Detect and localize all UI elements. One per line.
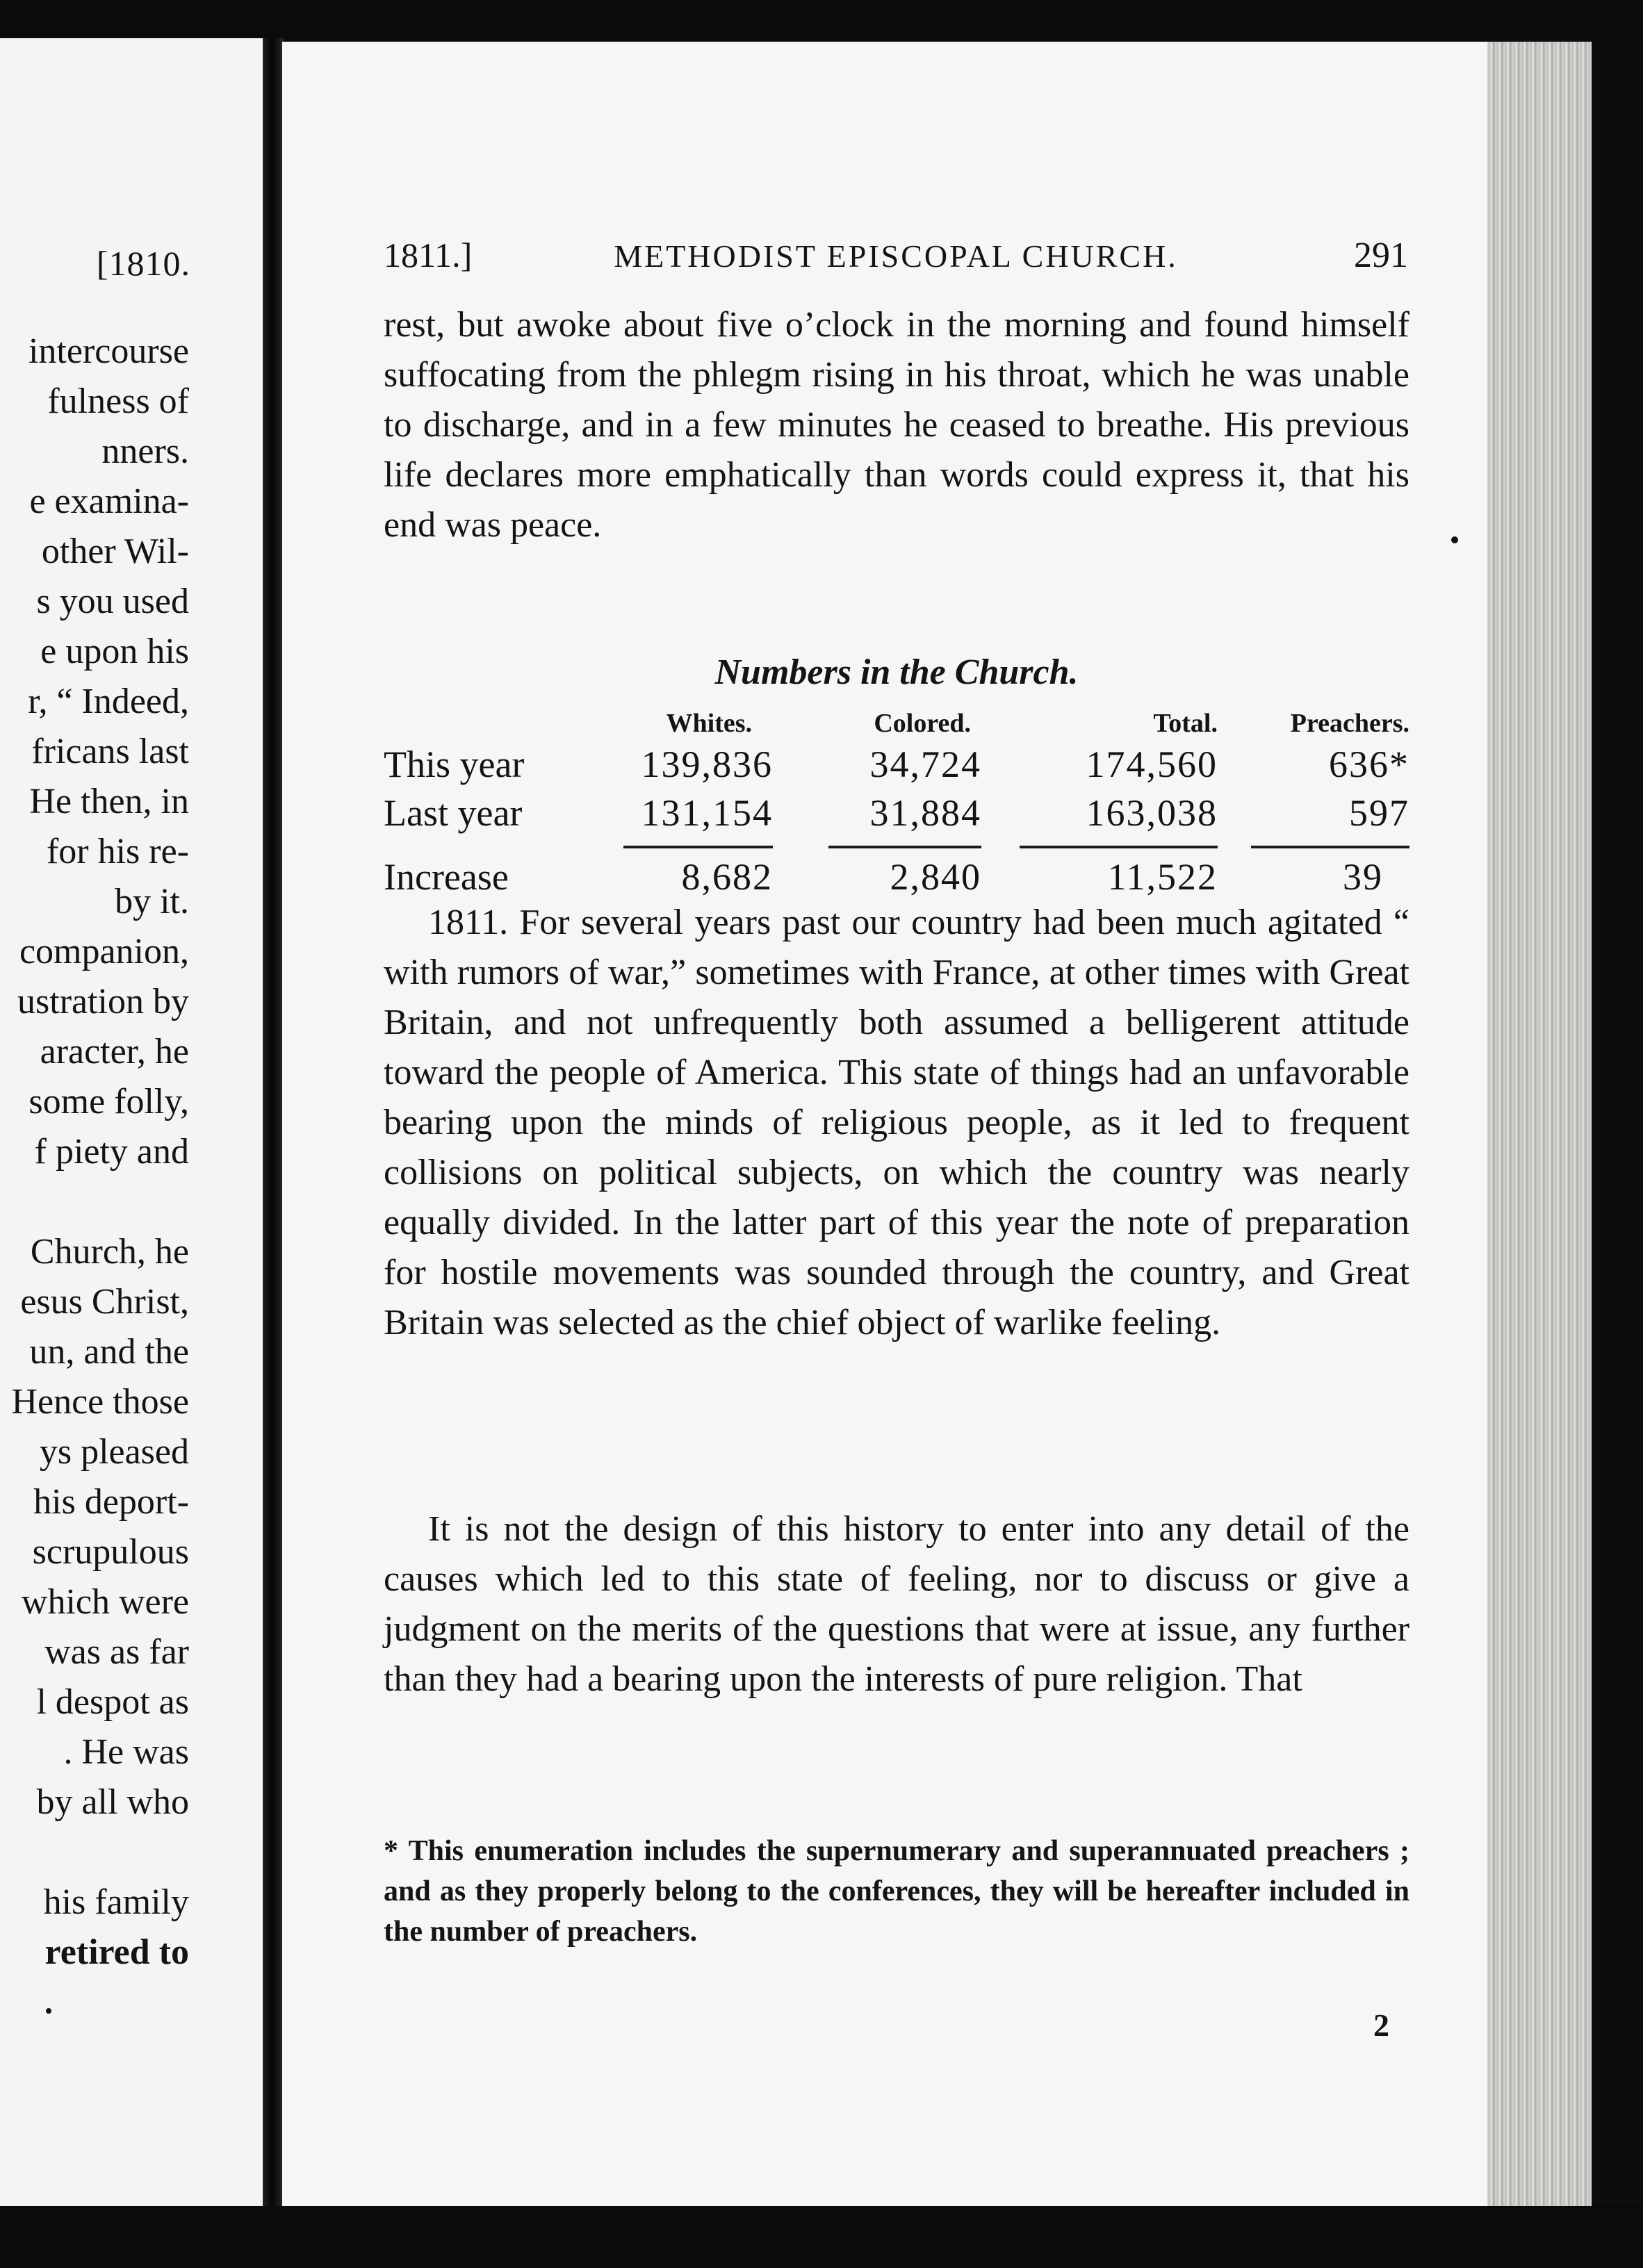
sum-rule: [828, 846, 981, 848]
left-page-line: [0, 1827, 189, 1877]
ink-speck: [1451, 536, 1458, 543]
running-head-title: METHODIST EPISCOPAL CHURCH.: [614, 238, 1178, 274]
sum-rule: [623, 846, 773, 848]
table-cell: 174,560: [1086, 743, 1218, 785]
table-cell: 636*: [1329, 743, 1409, 785]
left-page-line: . He was: [63, 1732, 189, 1772]
paragraph-2: 1811. For several years past our country had been much agitated “ with rumors of war,” sometimes with France, at other times with Great Britain, and not unfrequently both assumed a belligerent attitude toward the people of America. This state of things had an unfavorable bearing upon the minds of religious people, as it led to frequent collisions on political subjects, on which the country was nearly equally divided. In the latter part of this year the note of preparation for hostile movements was sounded through the country, and Great Britain was selected as the chief object of warlike feeling.: [384, 903, 1409, 1342]
left-page-line: Hence those: [11, 1382, 189, 1422]
left-page-line: Church, he: [30, 1232, 189, 1272]
table-sum-rules: [384, 840, 1409, 855]
table-cell: 8,682: [681, 856, 773, 898]
footnote: * This enumeration includes the supernumerary and superannuated preachers ; and as they properly belong to the conferences, they will be hereafter included in the number of preachers.: [384, 1835, 1409, 1948]
scan-border-top: [0, 0, 1643, 42]
left-page-line: ustration by: [17, 982, 189, 1021]
book-gutter: [263, 38, 284, 2206]
left-page-line: esus Christ,: [20, 1282, 189, 1322]
paragraph-1-block: [384, 300, 1409, 550]
left-running-head: [1810.: [96, 244, 190, 283]
table-row: [384, 743, 1409, 791]
row-label: Last year: [384, 792, 523, 834]
column-header-colored: Colored.: [874, 709, 971, 738]
ink-speck: [46, 2008, 51, 2014]
running-head-year: 1811.]: [384, 236, 473, 274]
paragraph-3-block: [384, 1504, 1409, 1704]
left-page-line: other Wil-: [41, 532, 189, 571]
left-page-line: fulness of: [47, 381, 189, 421]
left-page-line: ys pleased: [39, 1432, 189, 1472]
table-cell: 39: [1343, 856, 1383, 898]
table-cell: 163,038: [1086, 792, 1218, 834]
right-page: [282, 42, 1487, 2206]
table-column-headers: [384, 698, 1409, 743]
signature-mark: 2: [1373, 2007, 1389, 2043]
column-header-preachers: Preachers.: [1290, 709, 1409, 738]
row-label: This year: [384, 743, 525, 785]
left-page-line: for his re-: [46, 832, 189, 871]
left-page-line: e examina-: [29, 482, 189, 521]
left-page-line: by it.: [115, 882, 189, 921]
left-page-line: some folly,: [28, 1082, 189, 1121]
scan-border-right: [1592, 42, 1643, 2206]
left-page-line: e upon his: [40, 632, 189, 671]
left-page-line: un, and the: [29, 1332, 189, 1372]
left-page-line: f piety and: [34, 1132, 189, 1172]
left-page-line: nners.: [101, 432, 189, 471]
left-page-line: was as far: [44, 1632, 189, 1672]
table-title: Numbers in the Church.: [714, 652, 1079, 692]
sum-rule: [1020, 846, 1218, 848]
page-number: 291: [1354, 236, 1408, 275]
table-cell: 31,884: [869, 792, 981, 834]
sum-rule: [1251, 846, 1409, 848]
table-cell: 34,724: [869, 743, 981, 785]
left-page-line: companion,: [19, 932, 189, 971]
paragraph-1: rest, but awoke about five o’clock in the morning and found himself suffocating from the phlegm rising in his throat, which he was unable to discharge, and in a few minutes he ceased to breathe. His previous life declares more emphatically than words could express it, that his end was peace.: [384, 305, 1409, 545]
paragraph-3: It is not the design of this history to enter into any detail of the causes which led to this state of feeling, nor to discuss or give a judgment on the merits of the questions that were at issue, any further than they had a bearing upon the interests of pure religion. That: [384, 1509, 1409, 1699]
table-cell: 2,840: [890, 856, 981, 898]
left-page-line: l despot as: [36, 1682, 189, 1722]
left-page-line: retired to: [44, 1932, 189, 1972]
left-page-line: aracter, he: [40, 1032, 189, 1071]
left-page-line: [0, 1177, 189, 1227]
row-label: Increase: [384, 856, 509, 898]
left-page-text: [0, 327, 189, 1978]
table-row: [384, 791, 1409, 840]
left-page-line: He then, in: [29, 782, 189, 821]
left-page-line: his family: [43, 1882, 189, 1922]
table-cell: 11,522: [1107, 856, 1218, 898]
column-header-whites: Whites.: [666, 709, 752, 738]
table-cell: 139,836: [641, 743, 773, 785]
paragraph-2-block: [384, 898, 1409, 1348]
running-head: [384, 235, 1408, 284]
left-page-line: intercourse: [28, 331, 189, 371]
left-page-line: which were: [21, 1582, 189, 1622]
left-page-line: s you used: [36, 582, 189, 621]
table-cell: 597: [1349, 792, 1409, 834]
left-page-line: his deport-: [33, 1482, 189, 1522]
left-page-line: by all who: [36, 1782, 189, 1822]
column-header-total: Total.: [1153, 709, 1218, 738]
left-page-line: r, “ Indeed,: [28, 682, 189, 721]
left-page: [0, 38, 264, 2206]
scan-border-bottom: [0, 2210, 1643, 2268]
left-page-line: scrupulous: [32, 1532, 189, 1572]
book-page-edges: [1487, 42, 1599, 2206]
table-cell: 131,154: [641, 792, 773, 834]
left-page-line: fricans last: [31, 732, 189, 771]
table-row-increase: [384, 855, 1409, 904]
church-numbers-table: [384, 698, 1409, 904]
